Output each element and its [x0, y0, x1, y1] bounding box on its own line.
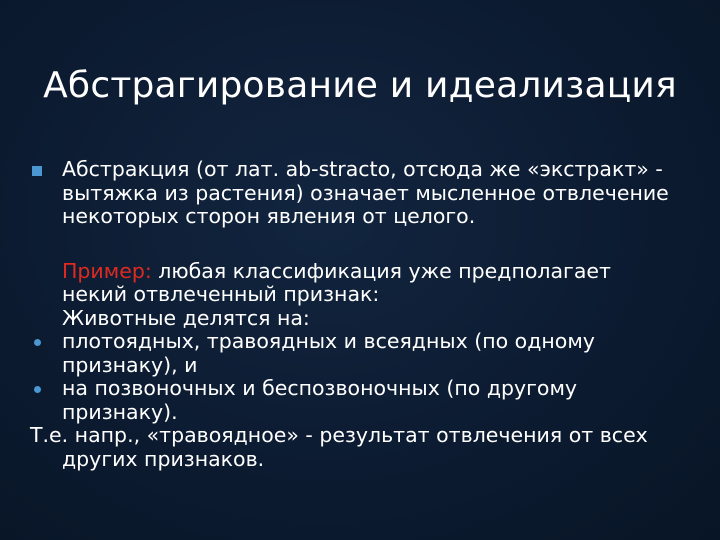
text-line: вытяжка из растения) означает мысленное отвлечение — [62, 180, 669, 205]
example-label: Пример: — [62, 258, 152, 283]
text-line — [62, 260, 690, 284]
example-text: любая классификация уже предполагает — [151, 258, 611, 283]
spacer — [30, 229, 690, 260]
dot-bullet-icon — [34, 386, 41, 393]
text-line: на позвоночных и беспозвоночных (по другому — [62, 376, 578, 400]
paragraph-example — [30, 260, 690, 331]
paragraph-abstraction — [30, 158, 690, 229]
square-bullet-icon — [32, 166, 42, 176]
paragraph-conclusion — [30, 424, 690, 471]
slide-title: Абстрагирование и идеализация — [43, 65, 677, 106]
text-line: других признаков. — [62, 446, 265, 471]
dot-bullet-icon — [34, 339, 41, 346]
text-line: Т.е. напр., «травоядное» - результат отвлечения от всех — [30, 423, 648, 447]
text-line: некий отвлеченный признак: — [62, 282, 380, 306]
text-line: признаку). — [62, 399, 178, 424]
slide-body — [30, 158, 690, 471]
text-line: некоторых сторон явления от целого. — [62, 204, 476, 228]
text-line: Абстракция (от лат. ab-stracto, отсюда же «экстракт» - — [62, 157, 663, 181]
bullet-item — [30, 330, 690, 377]
text-line: признаку), и — [62, 352, 198, 377]
text-line: плотоядных, травоядных и всеядных (по одному — [62, 329, 595, 353]
bullet-item — [30, 377, 690, 424]
text-line: Животные делятся на: — [62, 305, 310, 330]
